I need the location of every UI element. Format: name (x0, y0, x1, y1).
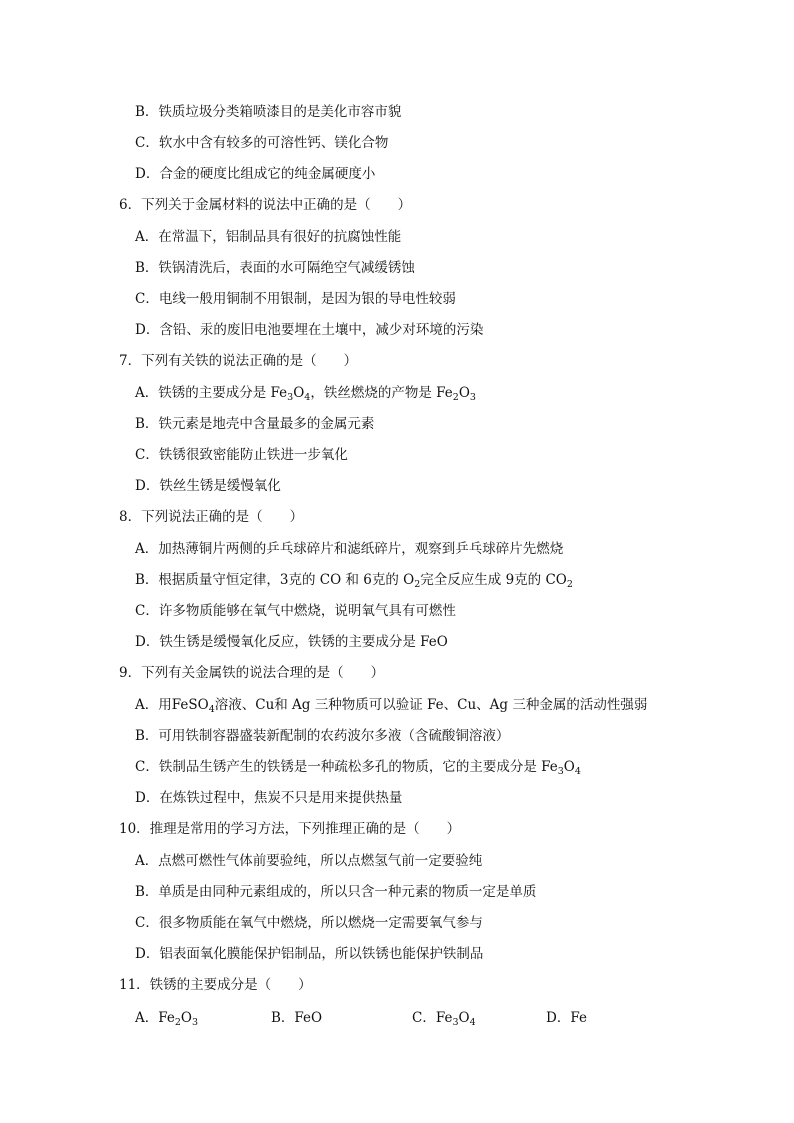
q8-option-a: A．加热薄铜片两侧的乒乓球碎片和滤纸碎片，观察到乒乓球碎片先燃烧 (135, 541, 564, 557)
q7-option-a: A．铁锈的主要成分是 $Fe_3O_4$，铁丝燃烧的产物是 $Fe_2O_3$ (135, 385, 476, 403)
question-6: 6．下列关于金属材料的说法中正确的是（ ） (119, 197, 412, 213)
question-9: 9．下列有关金属铁的说法合理的是（ ） (119, 665, 385, 681)
q9-option-b: B．可用铁制容器盛装新配制的农药波尔多液（含硫酸铜溶液） (135, 728, 510, 744)
question-8: 8．下列说法正确的是（ ） (119, 509, 304, 525)
q8-option-d: D．铁生锈是缓慢氧化反应，铁锈的主要成分是 FeO (135, 634, 448, 650)
q6-option-c: C．电线一般用铜制不用银制，是因为银的导电性较弱 (135, 291, 456, 307)
q5-option-b: B．铁质垃圾分类箱喷漆目的是美化市容市貌 (135, 104, 402, 120)
q5-option-c: C．软水中含有较多的可溶性钙、镁化合物 (135, 135, 389, 151)
q7-option-b: B．铁元素是地壳中含量最多的金属元素 (135, 416, 375, 432)
q7-option-c: C．铁锈很致密能防止铁进一步氧化 (135, 447, 348, 463)
q10-option-a: A．点燃可燃性气体前要验纯，所以点燃氢气前一定要验纯 (135, 853, 483, 869)
q6-option-b: B．铁锅清洗后，表面的水可隔绝空气减缓锈蚀 (135, 260, 415, 276)
q8-option-b: B．根据质量守恒定律，3克的 CO 和 6克的 $O_2$完全反应生成 9克的 $CO_2$ (135, 572, 573, 590)
q6-option-d: D．含铅、汞的废旧电池要埋在土壤中，减少对环境的污染 (135, 322, 484, 338)
q5-option-d: D．合金的硬度比组成它的纯金属硬度小 (135, 166, 376, 182)
q10-option-b: B．单质是由同种元素组成的，所以只含一种元素的物质一定是单质 (135, 884, 537, 900)
question-7: 7．下列有关铁的说法正确的是（ ） (119, 353, 358, 369)
q10-option-c: C．很多物质能在氧气中燃烧，所以燃烧一定需要氧气参与 (135, 915, 483, 931)
q7-option-d: D．铁丝生锈是缓慢氧化 (135, 478, 281, 494)
q6-option-a: A．在常温下，铝制品具有很好的抗腐蚀性能 (135, 229, 402, 245)
q9-option-a: A．用FeSO$_4$溶液、Cu和 Ag 三种物质可以验证 Fe、Cu、Ag 三种金属的活动性强弱 (135, 697, 648, 715)
q9-option-d: D．在炼铁过程中，焦炭不只是用来提供热量 (135, 790, 403, 806)
q10-option-d: D．铝表面氧化膜能保护铝制品，所以铁锈也能保护铁制品 (135, 946, 484, 962)
q11-option-d: D．Fe (546, 1010, 587, 1026)
question-10: 10．推理是常用的学习方法，下列推理正确的是（ ） (119, 821, 461, 837)
q8-option-c: C．许多物质能够在氧气中燃烧，说明氧气具有可燃性 (135, 603, 456, 619)
q11-option-a: A．$Fe_2O_3$ (135, 1010, 199, 1028)
q11-option-b: B．FeO (271, 1010, 323, 1026)
question-11: 11．铁锈的主要成分是（ ） (119, 977, 312, 993)
q9-option-c: C．铁制品生锈产生的铁锈是一种疏松多孔的物质，它的主要成分是 $Fe_3O_4$ (135, 759, 581, 777)
q11-option-c: C．$Fe_3O_4$ (412, 1010, 476, 1028)
